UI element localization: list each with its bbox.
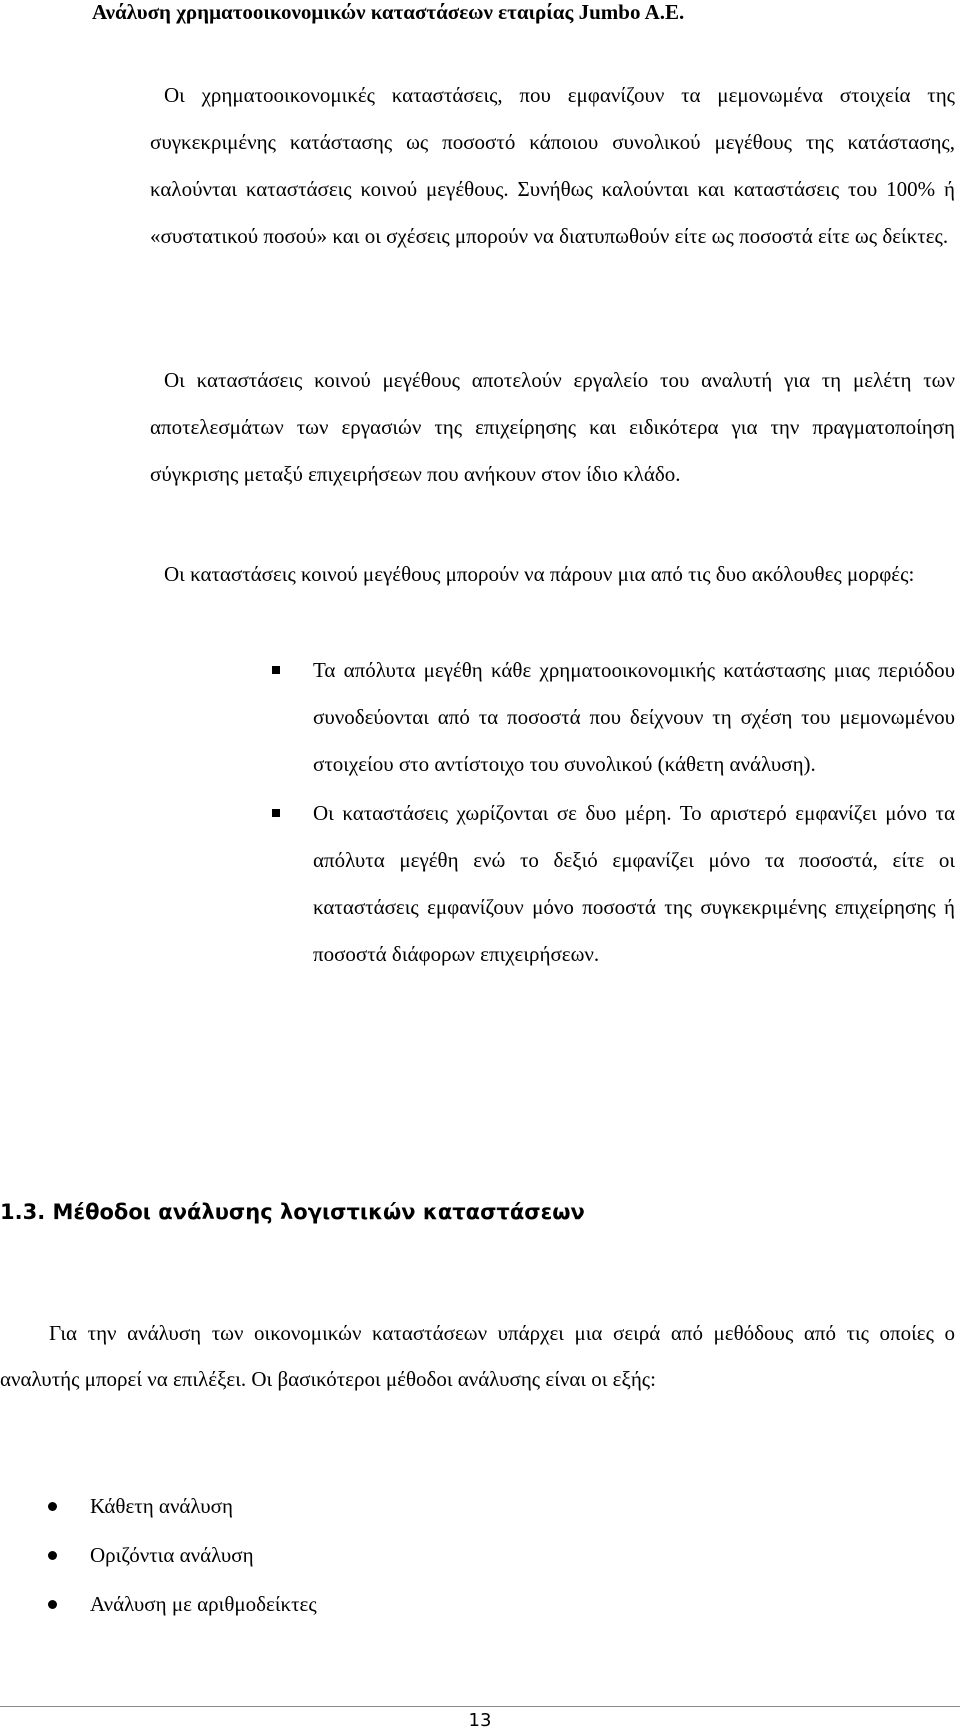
paragraph-common-size-definition: Οι χρηματοοικονομικές καταστάσεις, που εμφανίζουν τα μεμονωμένα στοιχεία της συγκεκριμένης κατάστασης ως ποσοστό κάποιου συνολικού μεγέθους της κατάστασης, καλούνται καταστάσεις κοινού μεγέθους. Συνήθως καλούνται και καταστάσεις του 100% ή «συστατικού ποσού» και οι σχέσεις μπορούν να διατυπωθούν είτε ως ποσοστά είτε ως δείκτες. xyxy=(150,83,955,248)
round-bullet-icon xyxy=(48,1502,57,1511)
list-item-text: Τα απόλυτα μεγέθη κάθε χρηματοοικονομικής κατάστασης μιας περιόδου συνοδεύονται από τα ποσοστά που δείχνουν τη σχέση του μεμονωμένου στοιχείου στο αντίστοιχο του συνολικού (κάθετη ανάλυση). xyxy=(313,658,955,776)
paragraph-common-size-forms: Οι καταστάσεις κοινού μεγέθους μπορούν να πάρουν μια από τις δυο ακόλουθες μορφές: xyxy=(164,562,915,586)
paragraph-analysis-methods: Για την ανάλυση των οικονομικών καταστάσεων υπάρχει μια σειρά από μεθόδους από τις οποίες ο αναλυτής μπορεί να επιλέξει. Οι βασικότεροι μέθοδοι ανάλυσης είναι οι εξής: xyxy=(0,1321,955,1391)
method-label: Ανάλυση με αριθμοδείκτες xyxy=(90,1592,317,1616)
list-item xyxy=(272,647,955,788)
page-header-title: Ανάλυση χρηματοοικονομικών καταστάσεων εταιρίας Jumbo A.E. xyxy=(92,0,685,24)
square-bullet-icon xyxy=(272,666,280,674)
round-bullet-icon xyxy=(48,1551,57,1560)
list-item-text: Οι καταστάσεις χωρίζονται σε δυο μέρη. Το αριστερό εμφανίζει μόνο τα απόλυτα μεγέθη ενώ το δεξιό εμφανίζει μόνο τα ποσοστά, είτε οι καταστάσεις εμφανίζουν μόνο ποσοστά της συγκεκριμένης επιχείρησης ή ποσοστά διάφορων επιχειρήσεων. xyxy=(313,801,955,966)
method-label: Κάθετη ανάλυση xyxy=(90,1494,233,1518)
paragraph-common-size-purpose: Οι καταστάσεις κοινού μεγέθους αποτελούν εργαλείο του αναλυτή για τη μελέτη των αποτελεσμάτων των εργασιών της επιχείρησης και ειδικότερα για την πραγματοποίηση σύγκρισης μεταξύ επιχειρήσεων που ανήκουν στον ίδιο κλάδο. xyxy=(150,368,955,486)
footer-divider xyxy=(0,1706,960,1707)
list-item xyxy=(272,790,955,978)
common-size-forms-list xyxy=(272,647,955,978)
method-label: Οριζόντια ανάλυση xyxy=(90,1543,254,1567)
analysis-methods-list xyxy=(0,1482,317,1629)
round-bullet-icon xyxy=(48,1600,57,1609)
page-number: 13 xyxy=(468,1710,492,1731)
section-heading: 1.3. Μέθοδοι ανάλυσης λογιστικών καταστάσεων xyxy=(0,1200,585,1224)
list-item xyxy=(0,1531,317,1580)
square-bullet-icon xyxy=(272,809,280,817)
list-item xyxy=(0,1482,317,1531)
list-item xyxy=(0,1580,317,1629)
